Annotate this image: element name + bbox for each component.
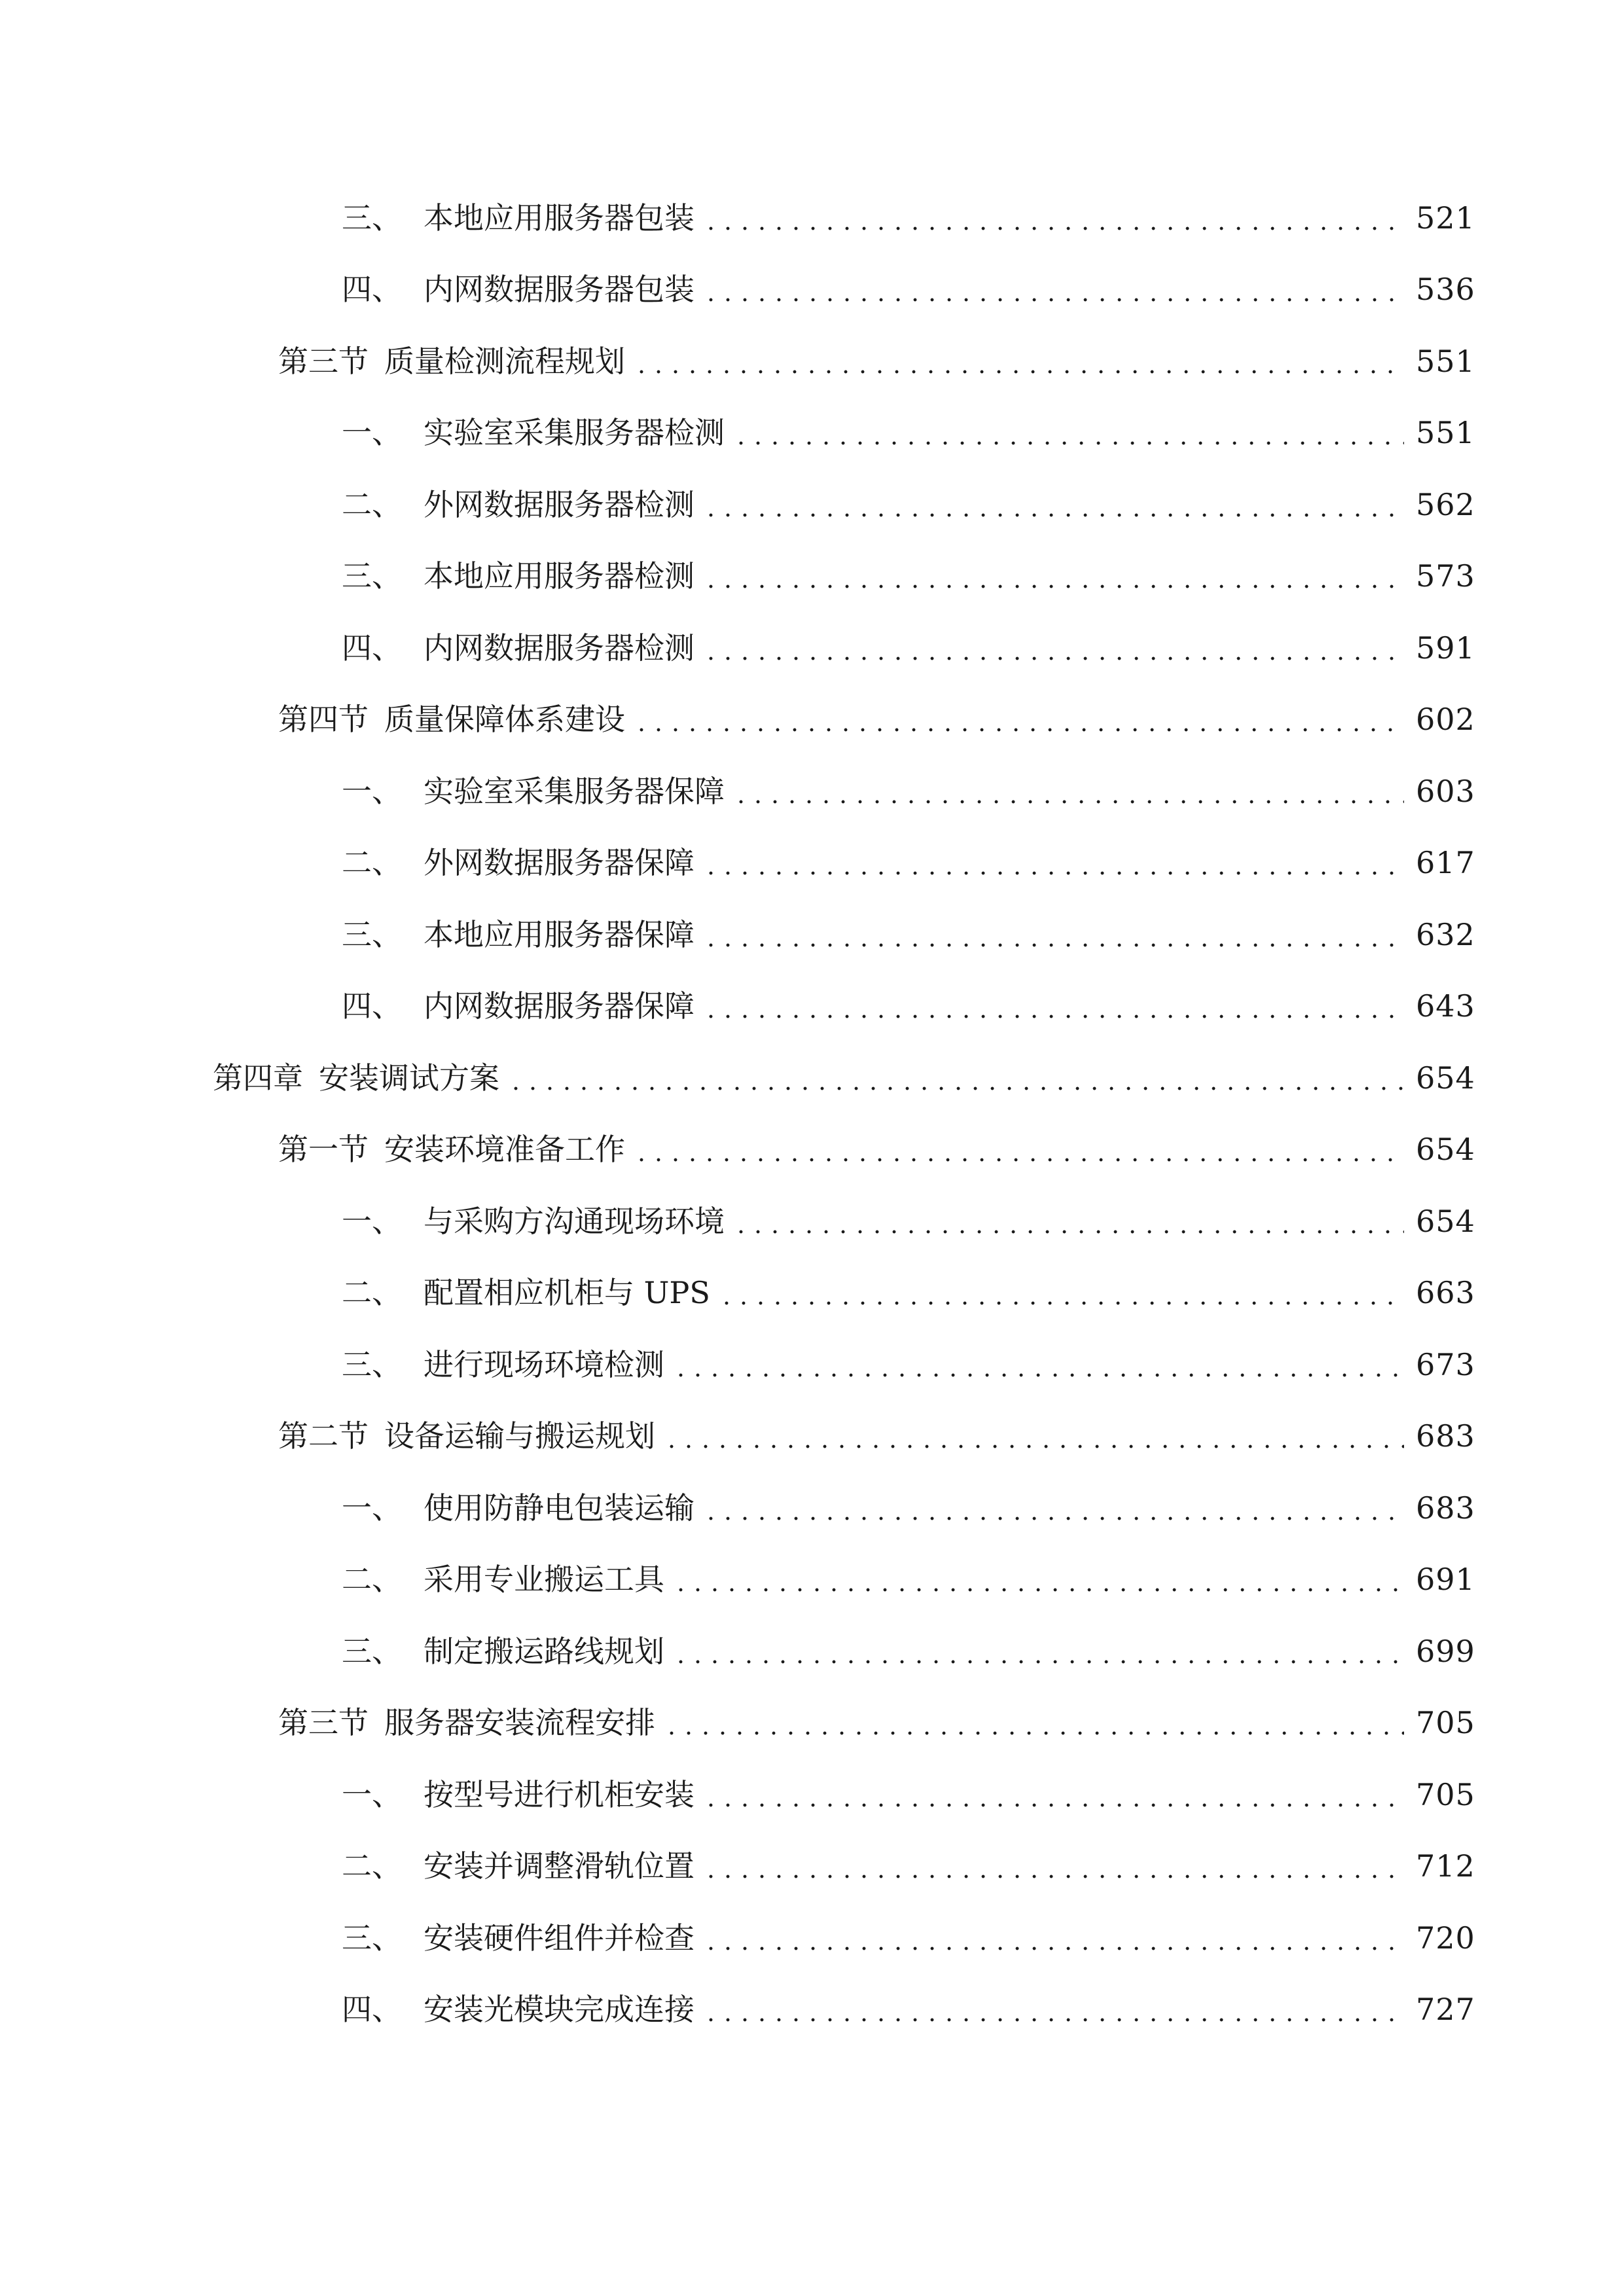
- toc-entry[interactable]: [0, 1257, 1624, 1329]
- toc-entry-page: 536: [1416, 272, 1475, 308]
- toc-entry-title: 使用防静电包装运输: [424, 1490, 695, 1526]
- toc-entry[interactable]: [0, 1831, 1624, 1903]
- toc-entry-number: 三、: [342, 1920, 402, 1956]
- dot-leader: [702, 633, 1404, 663]
- toc-entry[interactable]: [0, 612, 1624, 684]
- dot-leader: [702, 1923, 1404, 1953]
- dot-leader: [718, 1278, 1404, 1308]
- dot-leader: [672, 1636, 1404, 1666]
- toc-entry[interactable]: [0, 755, 1624, 827]
- toc-entry-page: 654: [1416, 1132, 1475, 1168]
- toc-entry-title: 进行现场环境检测: [424, 1346, 664, 1382]
- toc-entry[interactable]: [0, 1401, 1624, 1473]
- toc-entry[interactable]: [0, 254, 1624, 326]
- toc-entry-page: 705: [1416, 1776, 1475, 1812]
- toc-entry-page: 551: [1416, 415, 1475, 451]
- dot-leader: [702, 1994, 1404, 2024]
- toc-entry-title: 实验室采集服务器保障: [424, 773, 725, 809]
- toc-entry-page: 617: [1416, 845, 1475, 881]
- toc-entry-page: 699: [1416, 1633, 1475, 1669]
- toc-entry-page: 663: [1416, 1275, 1475, 1311]
- toc-entry[interactable]: [0, 1185, 1624, 1257]
- toc-entry[interactable]: [0, 684, 1624, 756]
- dot-leader: [702, 920, 1404, 950]
- toc-entry-page: 705: [1416, 1705, 1475, 1741]
- toc-entry-title: 内网数据服务器保障: [424, 988, 695, 1024]
- dot-leader: [702, 1851, 1404, 1881]
- toc-entry[interactable]: [0, 1544, 1624, 1616]
- toc-entry-title: 安装环境准备工作: [384, 1132, 625, 1168]
- toc-entry[interactable]: [0, 1902, 1624, 1974]
- toc-entry-number: 三、: [342, 916, 402, 952]
- dot-leader: [633, 346, 1404, 376]
- toc-entry-number: 第二节: [278, 1418, 369, 1454]
- toc-entry-page: 632: [1416, 916, 1475, 952]
- toc-entry[interactable]: [0, 469, 1624, 541]
- toc-entry-number: 三、: [342, 1346, 402, 1382]
- toc-entry-page: 521: [1416, 200, 1475, 236]
- toc-entry[interactable]: [0, 1759, 1624, 1831]
- toc-entry-page: 727: [1416, 1992, 1475, 2028]
- toc-entry-page: 603: [1416, 773, 1475, 809]
- table-of-contents: [0, 182, 1624, 2045]
- dot-leader: [672, 1564, 1404, 1594]
- toc-entry-title: 配置相应机柜与 UPS: [424, 1275, 710, 1311]
- toc-entry[interactable]: [0, 971, 1624, 1043]
- toc-entry-page: 683: [1416, 1490, 1475, 1526]
- toc-entry-page: 673: [1416, 1346, 1475, 1382]
- toc-entry-page: 591: [1416, 630, 1475, 666]
- toc-entry[interactable]: [0, 397, 1624, 469]
- toc-entry-title: 安装光模块完成连接: [424, 1992, 695, 2028]
- toc-entry-number: 一、: [342, 415, 402, 451]
- toc-entry-title: 外网数据服务器保障: [424, 845, 695, 881]
- toc-entry-page: 573: [1416, 558, 1475, 594]
- dot-leader: [732, 776, 1404, 806]
- toc-entry-number: 二、: [342, 1275, 402, 1311]
- toc-entry-number: 第四章: [213, 1060, 303, 1096]
- toc-entry-title: 本地应用服务器保障: [424, 916, 695, 952]
- toc-entry-title: 质量保障体系建设: [384, 702, 625, 738]
- toc-entry-page: 720: [1416, 1920, 1475, 1956]
- toc-entry[interactable]: [0, 1687, 1624, 1759]
- toc-entry-page: 643: [1416, 988, 1475, 1024]
- toc-entry-page: 654: [1416, 1060, 1475, 1096]
- toc-entry-page: 654: [1416, 1203, 1475, 1239]
- toc-entry-title: 安装并调整滑轨位置: [424, 1848, 695, 1884]
- toc-entry-number: 四、: [342, 988, 402, 1024]
- toc-entry-page: 551: [1416, 343, 1475, 379]
- toc-entry-number: 四、: [342, 1992, 402, 2028]
- toc-entry-page: 562: [1416, 486, 1475, 522]
- dot-leader: [702, 274, 1404, 304]
- toc-entry-number: 二、: [342, 845, 402, 881]
- toc-entry-page: 712: [1416, 1848, 1475, 1884]
- dot-leader: [663, 1421, 1404, 1451]
- toc-entry-number: 三、: [342, 1633, 402, 1669]
- toc-entry-title: 安装硬件组件并检查: [424, 1920, 695, 1956]
- dot-leader: [633, 1134, 1404, 1164]
- dot-leader: [732, 418, 1404, 448]
- toc-entry-title: 质量检测流程规划: [384, 343, 625, 379]
- toc-entry[interactable]: [0, 1042, 1624, 1114]
- toc-entry-title: 安装调试方案: [319, 1060, 499, 1096]
- toc-entry[interactable]: [0, 1472, 1624, 1544]
- toc-entry-number: 二、: [342, 1562, 402, 1598]
- toc-entry[interactable]: [0, 827, 1624, 899]
- toc-entry-number: 一、: [342, 1776, 402, 1812]
- toc-entry-number: 四、: [342, 630, 402, 666]
- toc-entry-number: 二、: [342, 1848, 402, 1884]
- toc-entry-number: 一、: [342, 1490, 402, 1526]
- dot-leader: [702, 1780, 1404, 1810]
- toc-entry[interactable]: [0, 182, 1624, 254]
- dot-leader: [702, 848, 1404, 878]
- toc-entry[interactable]: [0, 541, 1624, 613]
- toc-entry[interactable]: [0, 1615, 1624, 1687]
- toc-entry-number: 第三节: [278, 343, 369, 379]
- toc-entry-title: 外网数据服务器检测: [424, 486, 695, 522]
- toc-entry-number: 第三节: [278, 1705, 369, 1741]
- toc-entry-title: 内网数据服务器包装: [424, 272, 695, 308]
- dot-leader: [702, 991, 1404, 1021]
- toc-entry-title: 设备运输与搬运规划: [384, 1418, 655, 1454]
- dot-leader: [663, 1708, 1404, 1738]
- toc-entry-number: 第四节: [278, 702, 369, 738]
- toc-entry-title: 制定搬运路线规划: [424, 1633, 664, 1669]
- toc-entry-title: 本地应用服务器检测: [424, 558, 695, 594]
- toc-entry[interactable]: [0, 1974, 1624, 2046]
- dot-leader: [702, 561, 1404, 591]
- toc-entry-number: 一、: [342, 1203, 402, 1239]
- dot-leader: [507, 1063, 1404, 1093]
- dot-leader: [702, 1493, 1404, 1523]
- toc-entry-title: 内网数据服务器检测: [424, 630, 695, 666]
- dot-leader: [702, 490, 1404, 520]
- toc-entry-title: 服务器安装流程安排: [384, 1705, 655, 1741]
- toc-entry[interactable]: [0, 325, 1624, 397]
- toc-entry[interactable]: [0, 899, 1624, 971]
- dot-leader: [732, 1206, 1404, 1236]
- toc-entry-number: 三、: [342, 558, 402, 594]
- toc-entry-page: 683: [1416, 1418, 1475, 1454]
- toc-entry-title: 按型号进行机柜安装: [424, 1776, 695, 1812]
- toc-entry-number: 二、: [342, 486, 402, 522]
- toc-entry-title: 与采购方沟通现场环境: [424, 1203, 725, 1239]
- toc-entry-title: 采用专业搬运工具: [424, 1562, 664, 1598]
- dot-leader: [702, 203, 1404, 233]
- toc-entry-title: 本地应用服务器包装: [424, 200, 695, 236]
- toc-entry[interactable]: [0, 1329, 1624, 1401]
- dot-leader: [633, 704, 1404, 734]
- dot-leader: [672, 1350, 1404, 1380]
- toc-entry-page: 691: [1416, 1562, 1475, 1598]
- toc-entry-title: 实验室采集服务器检测: [424, 415, 725, 451]
- toc-entry-page: 602: [1416, 702, 1475, 738]
- toc-entry[interactable]: [0, 1114, 1624, 1186]
- toc-entry-number: 一、: [342, 773, 402, 809]
- toc-entry-number: 三、: [342, 200, 402, 236]
- toc-entry-number: 第一节: [278, 1132, 369, 1168]
- toc-entry-number: 四、: [342, 272, 402, 308]
